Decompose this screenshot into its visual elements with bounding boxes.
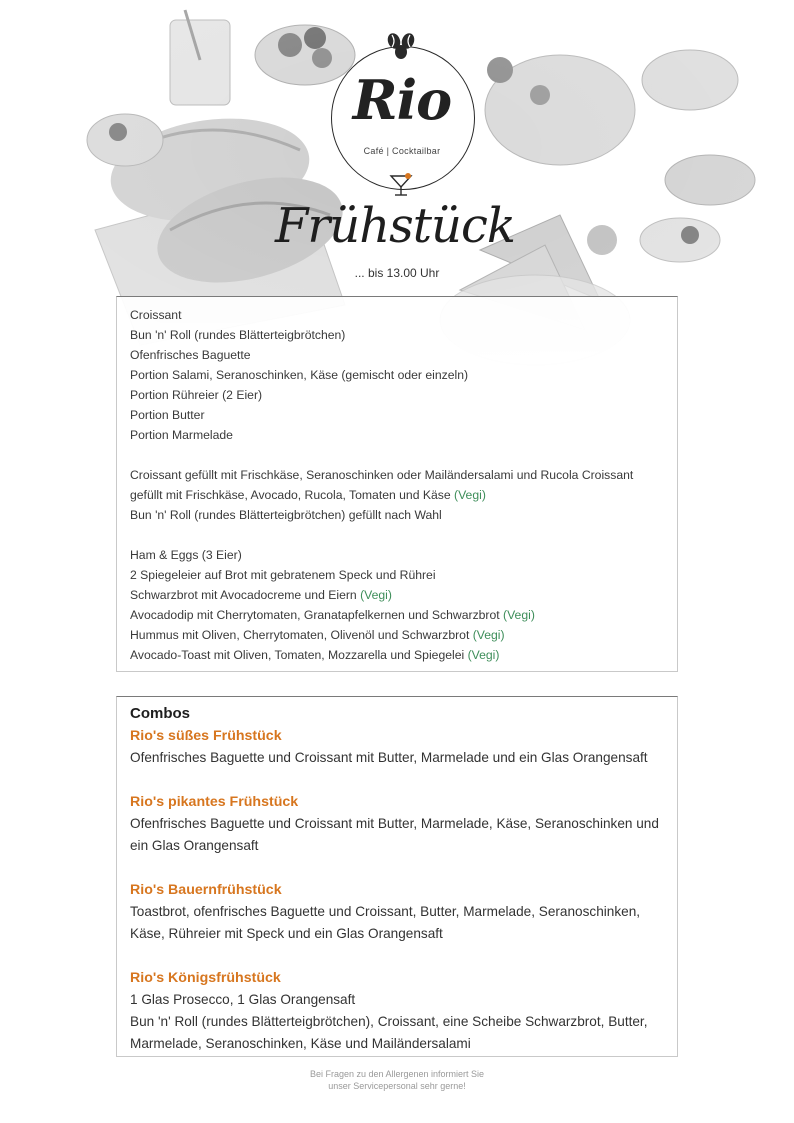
menu-section — [116, 296, 678, 672]
combo-description: Käse, Rühreier mit Speck und ein Glas Orangensaft — [130, 926, 443, 941]
vegi-tag: (Vegi) — [360, 588, 392, 602]
menu-item: Portion Rühreier (2 Eier) — [130, 388, 263, 402]
vegi-tag: (Vegi) — [503, 608, 535, 622]
menu-item: 2 Spiegeleier auf Brot mit gebratenem Speck und Rührei — [130, 568, 436, 582]
combo-description: Bun 'n' Roll (rundes Blätterteigbrötchen), Croissant, eine Scheibe Schwarzbrot, Butter, — [130, 1014, 648, 1029]
menu-item: Schwarzbrot mit Avocadocreme und Eiern (Vegi) — [130, 588, 392, 602]
vegi-tag: (Vegi) — [467, 648, 500, 662]
allergen-note — [250, 1068, 544, 1092]
menu-item: Ofenfrisches Baguette — [130, 348, 251, 362]
menu-item: Bun 'n' Roll (rundes Blätterteigbrötchen) — [130, 328, 346, 342]
combo-description: Toastbrot, ofenfrisches Baguette und Croissant, Butter, Marmelade, Seranoschinken, — [130, 904, 641, 919]
combo-description: Ofenfrisches Baguette und Croissant mit Butter, Marmelade und ein Glas Orangensaft — [130, 750, 648, 765]
menu-item: Avocado-Toast mit Oliven, Tomaten, Mozzarella und Spiegelei (Vegi) — [130, 648, 500, 662]
combo-description: Ofenfrisches Baguette und Croissant mit Butter, Marmelade, Käse, Seranoschinken und — [130, 816, 659, 831]
menu-item: Avocadodip mit Cherrytomaten, Granatapfelkernen und Schwarzbrot (Vegi) — [130, 608, 535, 622]
vegi-tag: (Vegi) — [454, 488, 486, 502]
menu-item: Portion Marmelade — [130, 428, 233, 442]
allergen-note-line: unser Servicepersonal sehr gerne! — [328, 1081, 466, 1091]
menu-item: Portion Butter — [130, 408, 205, 422]
menu-item: Bun 'n' Roll (rundes Blätterteigbrötchen) gefüllt nach Wahl — [130, 508, 442, 522]
logo-tagline: Café | Cocktailbar — [363, 146, 441, 156]
combos-section — [116, 696, 678, 1057]
combo-description: 1 Glas Prosecco, 1 Glas Orangensaft — [130, 992, 356, 1007]
menu-item: Portion Salami, Seranoschinken, Käse (gemischt oder einzeln) — [130, 368, 469, 382]
page-title: Frühstück — [275, 198, 515, 254]
combo-title: Rio's süßes Frühstück — [130, 728, 282, 744]
menu-item: Croissant gefüllt mit Frischkäse, Seranoschinken oder Mailändersalami und Rucola Croissant — [130, 468, 634, 482]
combo-title: Rio's pikantes Frühstück — [130, 794, 299, 810]
menu-item: Croissant — [130, 308, 182, 322]
menu-item: gefüllt mit Frischkäse, Avocado, Rucola, Tomaten und Käse (Vegi) — [130, 488, 486, 502]
coffee-beans-icon — [381, 30, 421, 60]
vegi-tag: (Vegi) — [472, 628, 505, 642]
cocktail-glass-icon — [386, 172, 416, 198]
menu-item: Ham & Eggs (3 Eier) — [130, 548, 242, 562]
allergen-note-line: Bei Fragen zu den Allergenen informiert Sie — [309, 1069, 485, 1079]
logo-wordmark: Rio — [352, 68, 452, 132]
combo-title: Rio's Bauernfrühstück — [130, 882, 282, 898]
page-subtitle: ... bis 13.00 Uhr — [354, 266, 440, 280]
menu-item: Hummus mit Oliven, Cherrytomaten, Olivenöl und Schwarzbrot (Vegi) — [130, 628, 505, 642]
combo-title: Rio's Königsfrühstück — [130, 970, 281, 986]
combo-description: Marmelade, Seranoschinken, Käse und Mailändersalami — [130, 1036, 471, 1051]
combos-heading: Combos — [130, 705, 190, 722]
combo-description: ein Glas Orangensaft — [130, 838, 259, 853]
